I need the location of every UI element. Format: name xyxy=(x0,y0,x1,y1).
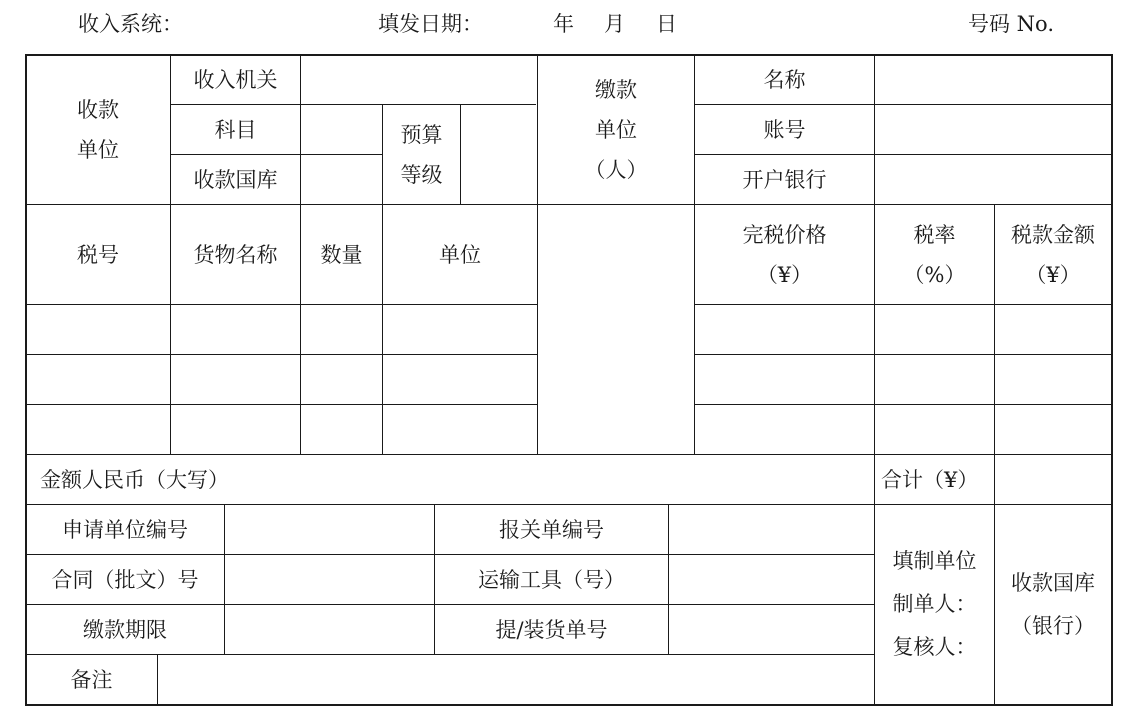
bill-of-lading-label: 提/装货单号 xyxy=(495,617,608,642)
duty-paid-price-cell[interactable] xyxy=(695,405,874,454)
payer-extra-area xyxy=(538,205,694,454)
total-amount-field[interactable] xyxy=(995,455,1111,504)
contract-no-label: 合同（批文）号 xyxy=(51,567,199,592)
payer-name-field[interactable] xyxy=(875,55,1111,104)
payee-group-label: 收款 单位 xyxy=(77,98,119,162)
unit-cell[interactable] xyxy=(383,355,537,404)
system-label: 收入系统： xyxy=(78,12,183,36)
payer-bank-field[interactable] xyxy=(875,155,1111,204)
payment-deadline-field[interactable] xyxy=(225,605,434,654)
payment-deadline-label: 缴款期限 xyxy=(83,617,167,642)
number-label: 号码 No. xyxy=(968,12,1054,36)
receiving-authority-label: 收入机关 xyxy=(193,67,278,92)
bill-of-lading-field[interactable] xyxy=(669,605,874,654)
receiving-treasury-field[interactable] xyxy=(301,155,382,204)
subject-label: 科目 xyxy=(214,117,257,142)
total-label: 合计（¥） xyxy=(881,467,979,492)
quantity-cell[interactable] xyxy=(301,305,382,354)
goods-name-cell[interactable] xyxy=(171,305,300,354)
tax-amount-cell[interactable] xyxy=(995,305,1111,354)
transport-field[interactable] xyxy=(669,555,874,604)
payer-name-label: 名称 xyxy=(763,67,806,92)
month-label: 月 xyxy=(604,12,625,36)
tax-code-cell[interactable] xyxy=(26,355,170,404)
payer-account-field[interactable] xyxy=(875,105,1111,154)
payer-account-label: 账号 xyxy=(763,117,806,142)
budget-level-label: 预算 等级 xyxy=(400,123,443,187)
year-label: 年 xyxy=(553,12,574,36)
tax-rate-cell[interactable] xyxy=(875,305,994,354)
goods-name-cell[interactable] xyxy=(171,355,300,404)
quantity-cell[interactable] xyxy=(301,405,382,454)
remarks-field[interactable] xyxy=(158,655,874,704)
payer-group-label: 缴款 单位 （人） xyxy=(584,78,648,182)
day-label: 日 xyxy=(656,12,677,36)
transport-label: 运输工具（号） xyxy=(478,567,625,592)
applicant-code-field[interactable] xyxy=(225,505,434,554)
col-goods-name: 货物名称 xyxy=(193,242,278,267)
payer-bank-label: 开户银行 xyxy=(742,167,827,192)
declaration-no-label: 报关单编号 xyxy=(499,517,604,542)
col-tax-rate: 税率 （%） xyxy=(903,222,966,287)
col-quantity: 数量 xyxy=(320,242,363,267)
amount-in-words-label: 金额人民币（大写） xyxy=(40,467,229,492)
col-tax-code: 税号 xyxy=(77,242,119,267)
receiving-authority-field[interactable] xyxy=(301,55,537,104)
duty-paid-price-cell[interactable] xyxy=(695,305,874,354)
issuer-signoff: 填制单位 制单人： 复核人： xyxy=(892,549,977,659)
quantity-cell[interactable] xyxy=(301,355,382,404)
remarks-label: 备注 xyxy=(70,667,113,692)
applicant-code-label: 申请单位编号 xyxy=(62,517,188,542)
goods-name-cell[interactable] xyxy=(171,405,300,454)
unit-cell[interactable] xyxy=(383,305,537,354)
col-tax-amount: 税款金额 （¥） xyxy=(1011,222,1095,287)
tax-rate-cell[interactable] xyxy=(875,405,994,454)
tax-code-cell[interactable] xyxy=(26,305,170,354)
col-unit: 单位 xyxy=(439,242,481,267)
receiving-treasury-stamp: 收款国库 （银行） xyxy=(1011,570,1095,638)
duty-paid-price-cell[interactable] xyxy=(695,355,874,404)
tax-amount-cell[interactable] xyxy=(995,355,1111,404)
receiving-treasury-label: 收款国库 xyxy=(193,167,278,192)
col-duty-paid-price: 完税价格 （¥） xyxy=(742,222,827,287)
tax-amount-cell[interactable] xyxy=(995,405,1111,454)
contract-no-field[interactable] xyxy=(225,555,434,604)
tax-rate-cell[interactable] xyxy=(875,355,994,404)
declaration-no-field[interactable] xyxy=(669,505,874,554)
issue-date-label: 填发日期： xyxy=(378,12,483,36)
unit-cell[interactable] xyxy=(383,405,537,454)
budget-level-field[interactable] xyxy=(461,105,537,205)
tax-code-cell[interactable] xyxy=(26,405,170,454)
subject-field[interactable] xyxy=(301,105,382,154)
